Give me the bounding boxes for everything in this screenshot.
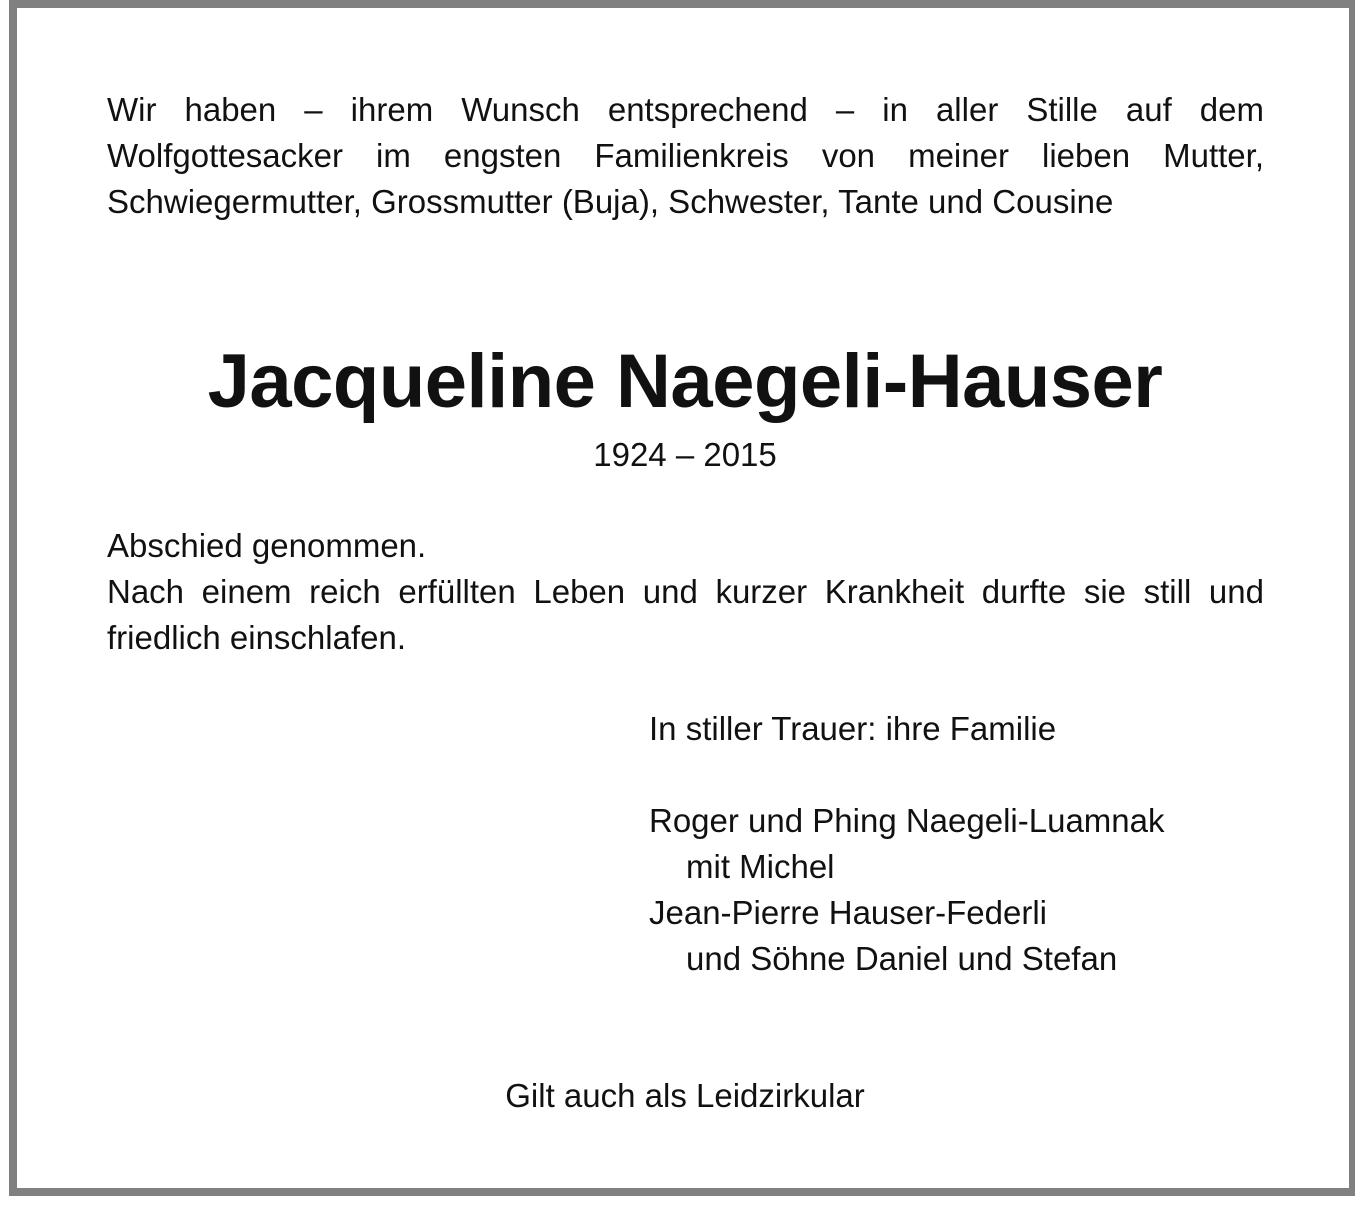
family-member-1: Roger und Phing Naegeli-Luamnak <box>649 802 1165 839</box>
life-years: 1924 – 2015 <box>593 436 777 473</box>
farewell-line-2: Nach einem reich erfüllten Leben und kurzer Krankheit durfte sie still und friedlich einschlafen. <box>107 573 1264 656</box>
family-member-2: Jean-Pierre Hauser-Federli <box>649 894 1047 931</box>
family-member-1-sub: mit Michel <box>686 848 835 885</box>
farewell-paragraph <box>107 523 1264 661</box>
intro-paragraph: Wir haben – ihrem Wunsch entsprechend – in aller Stille auf dem Wolfgottesacker im engsten Familienkreis von meiner lieben Mutter, Schwiegermutter, Grossmutter (Buja), Schwester, Tante und Cousine <box>107 91 1264 220</box>
footer-note: Gilt auch als Leidzirkular <box>505 1077 865 1114</box>
family-member-2-sub: und Söhne Daniel und Stefan <box>686 940 1118 977</box>
farewell-line-1: Abschied genommen. <box>107 527 427 564</box>
deceased-name: Jacqueline Naegeli-Hauser <box>207 339 1163 424</box>
mourning-line: In stiller Trauer: ihre Familie <box>649 710 1057 747</box>
